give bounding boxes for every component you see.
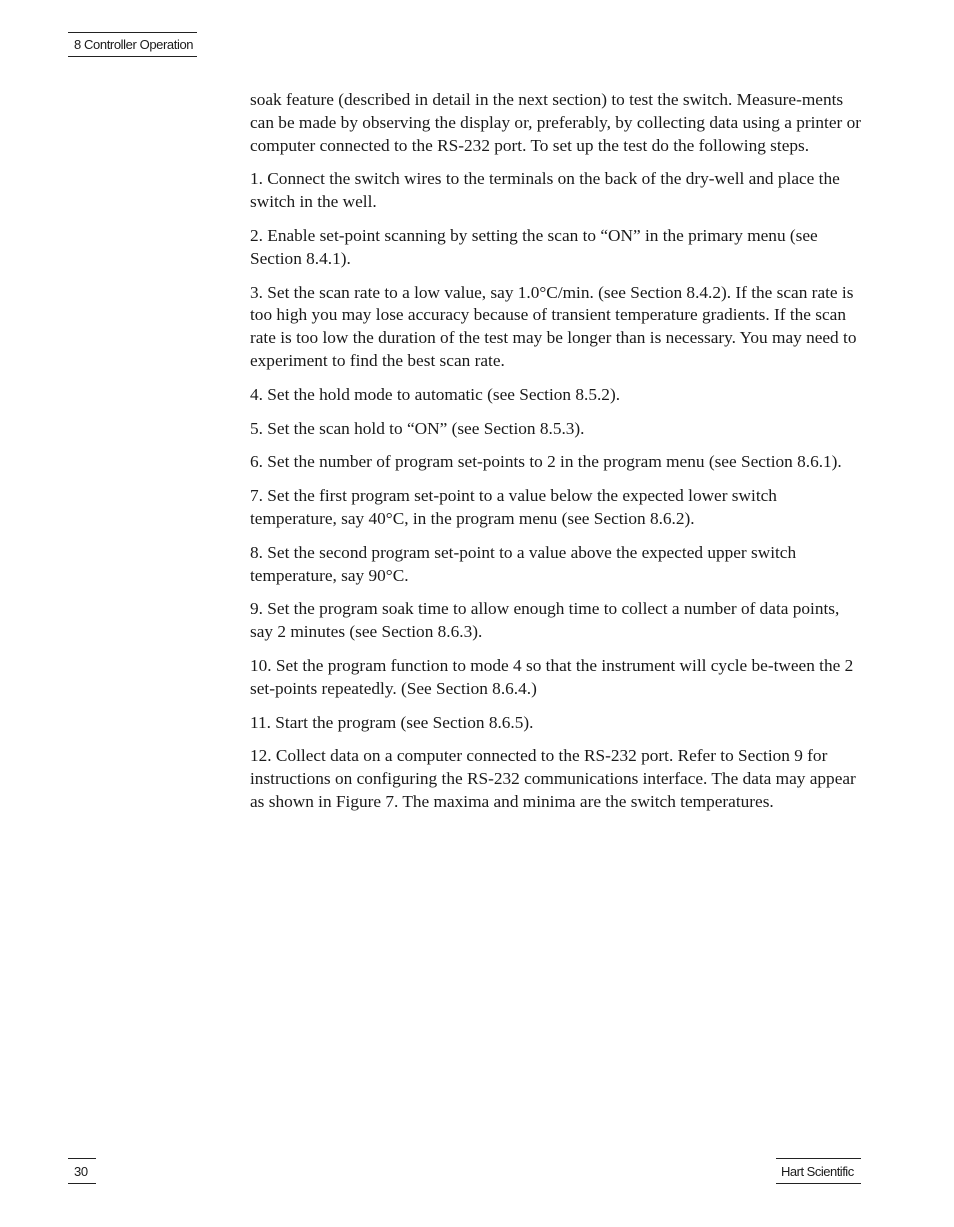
footer-brand-box <box>776 1158 861 1184</box>
paragraph-intro: soak feature (described in detail in the next section) to test the switch. Measure-ments can be made by observing the display or, preferably, by collecting data using a printer or computer connected to the RS-232 port. To set up the test do the following steps. <box>250 90 861 155</box>
step-12: 12. Collect data on a computer connected to the RS-232 port. Refer to Section 9 for instructions on configuring the RS-232 communications interface. The data may appear as shown in Figure 7. The maxima and minima are the switch temperatures. <box>250 746 856 811</box>
step-10: 10. Set the program function to mode 4 so that the instrument will cycle be-tween the 2 set-points repeatedly. (See Section 8.6.4.) <box>250 655 854 698</box>
step-5: 5. Set the scan hold to “ON” (see Section 8.5.3). <box>250 418 585 438</box>
step-2: 2. Enable set-point scanning by setting the scan to “ON” in the primary menu (see Section 8.4.1). <box>250 225 818 268</box>
page-number-box <box>68 1158 96 1184</box>
running-header <box>68 32 197 57</box>
step-8: 8. Set the second program set-point to a value above the expected upper switch temperature, say 90°C. <box>250 542 797 585</box>
step-4: 4. Set the hold mode to automatic (see Section 8.5.2). <box>250 384 621 404</box>
step-9: 9. Set the program soak time to allow enough time to collect a number of data points, say 2 minutes (see Section 8.6.3). <box>250 599 840 642</box>
step-6: 6. Set the number of program set-points to 2 in the program menu (see Section 8.6.1). <box>250 452 842 472</box>
step-3: 3. Set the scan rate to a low value, say 1.0°C/min. (see Section 8.4.2). If the scan rate is too high you may lose accuracy because of transient temperature gradients. If the scan rate is too low the duration of the test may be longer than is necessary. You may need to experiment to find the best scan rate. <box>250 282 857 370</box>
section-title: 8 Controller Operation <box>74 37 194 52</box>
brand-name: Hart Scientific <box>781 1164 854 1179</box>
page-number: 30 <box>74 1164 88 1179</box>
step-11: 11. Start the program (see Section 8.6.5). <box>250 712 534 732</box>
step-1: 1. Connect the switch wires to the terminals on the back of the dry-well and place the switch in the well. <box>250 169 840 212</box>
body-text <box>250 89 862 825</box>
step-7: 7. Set the first program set-point to a value below the expected lower switch temperature, say 40°C, in the program menu (see Section 8.6.2). <box>250 486 777 528</box>
